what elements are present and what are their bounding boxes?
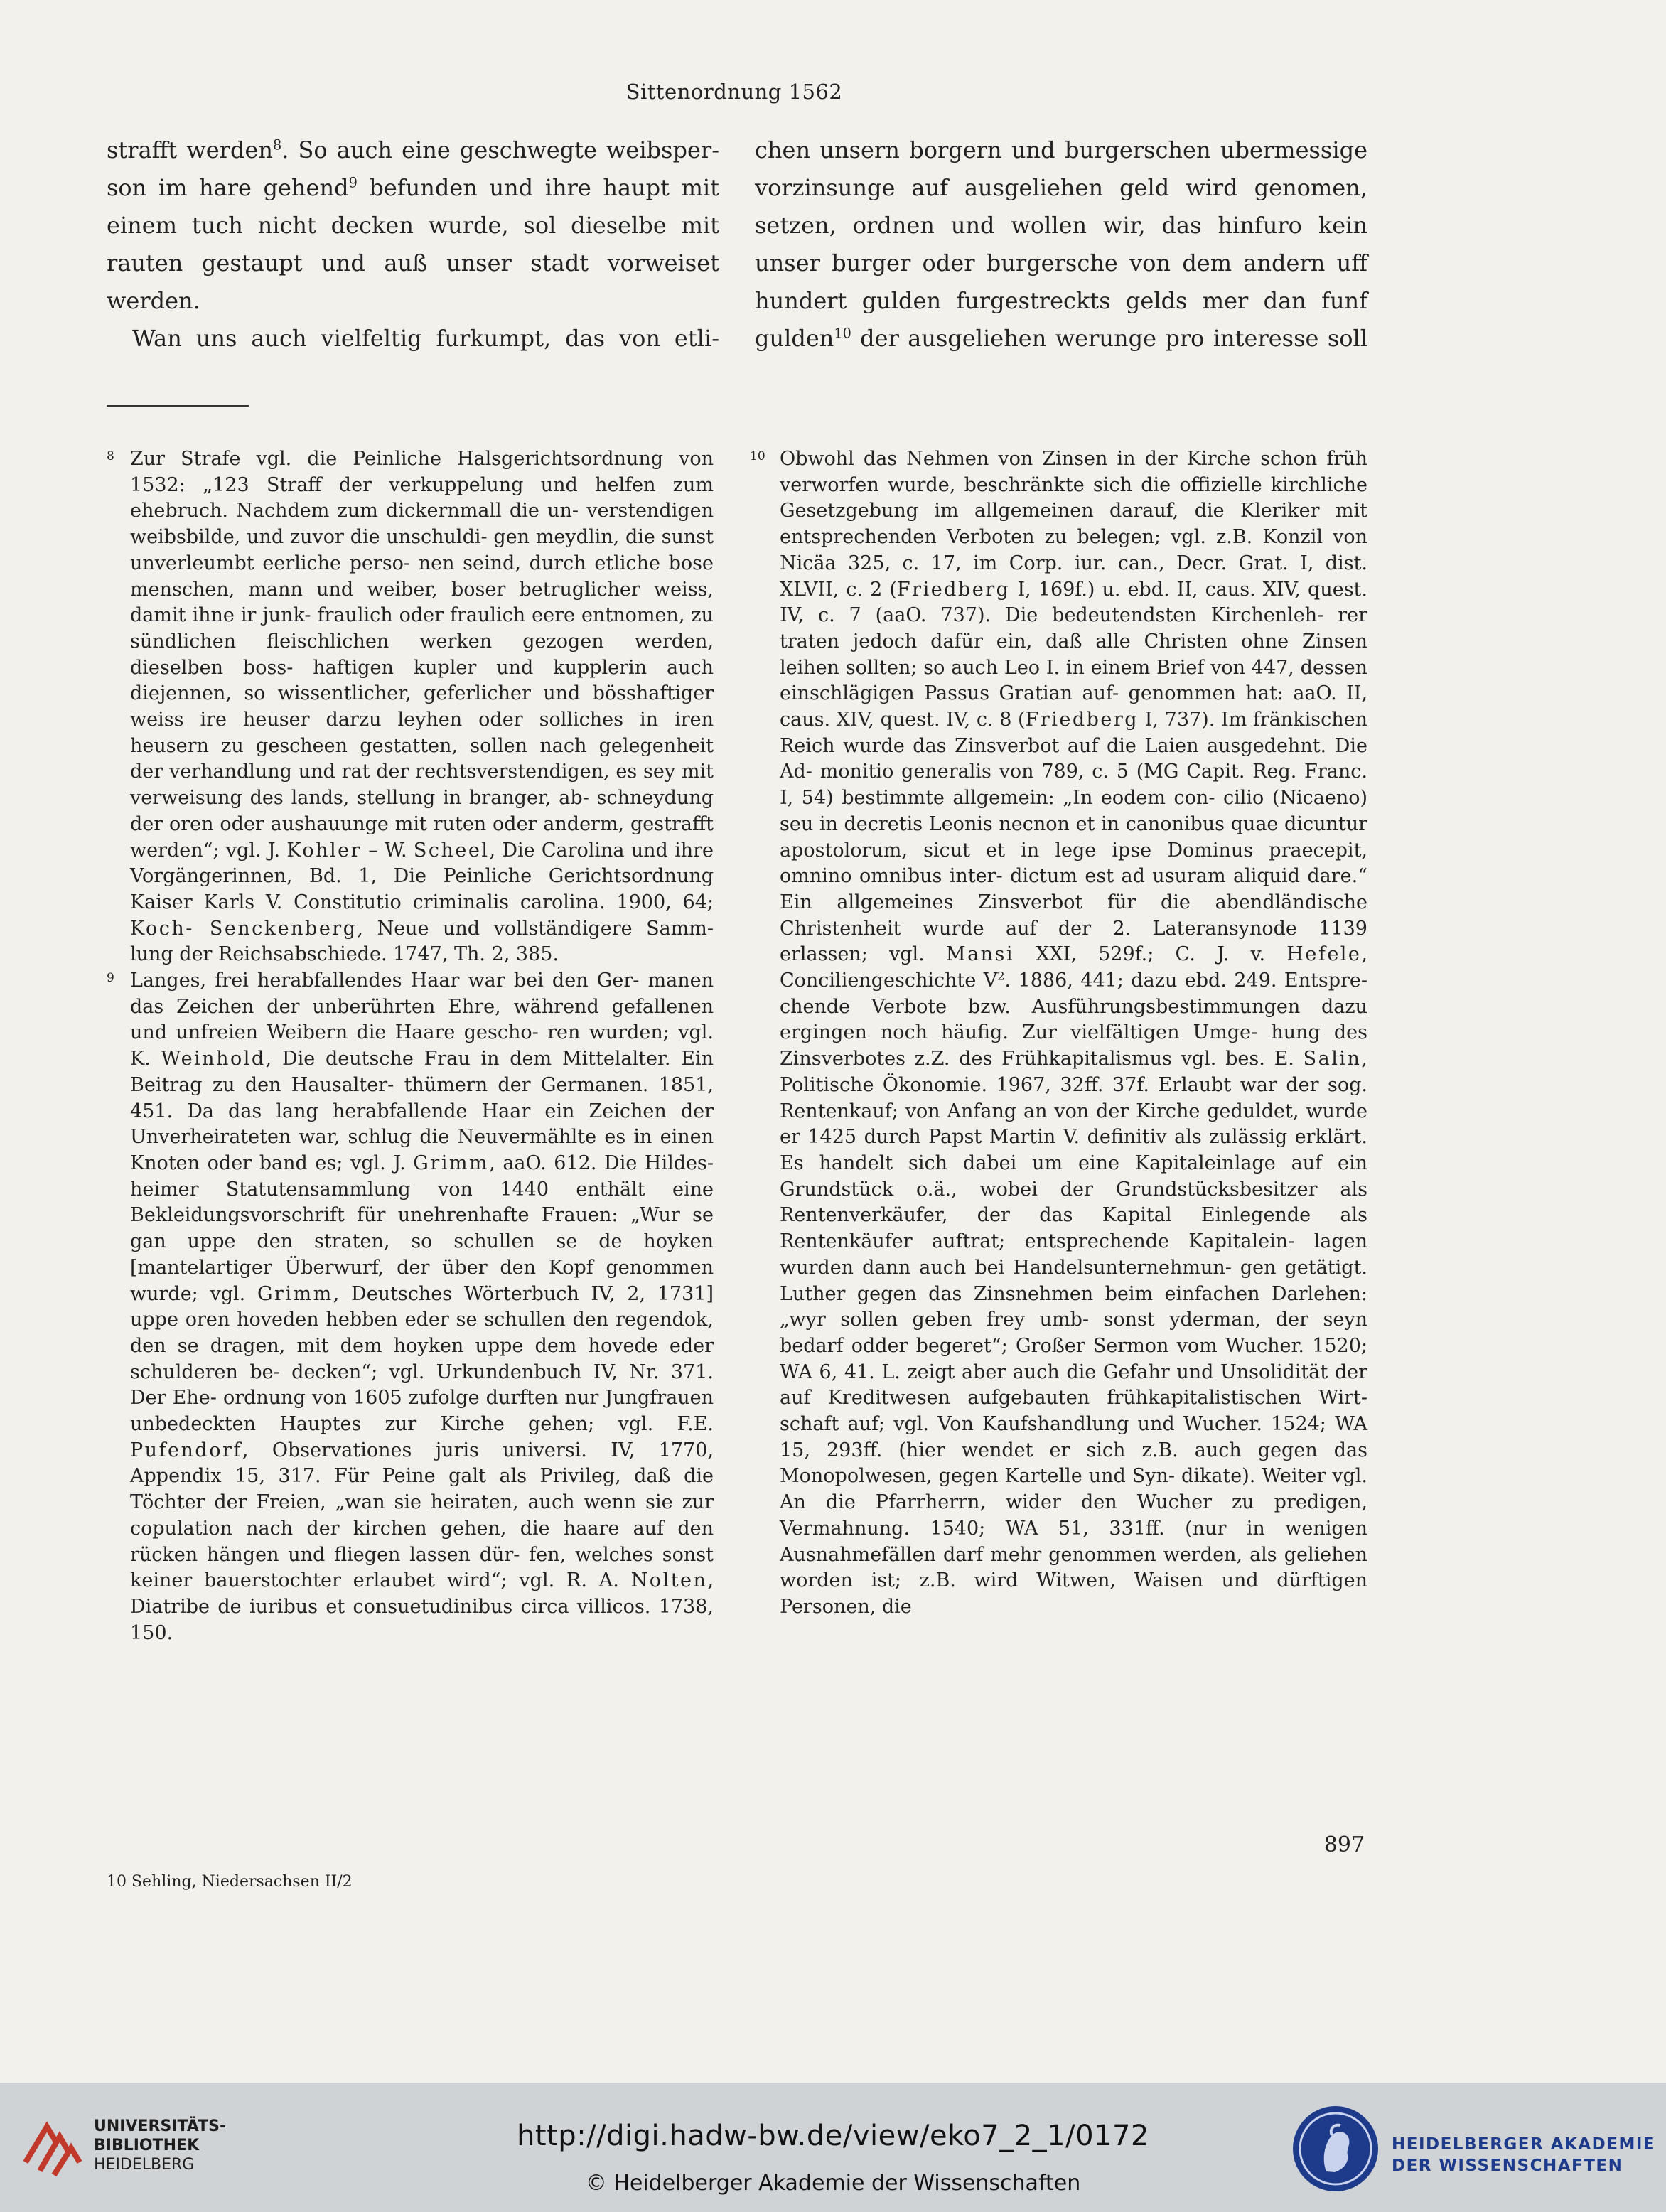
footnote-ref-10[interactable]: 10 <box>834 325 851 342</box>
university-library-name: UNIVERSITÄTS- BIBLIOTHEK HEIDELBERG <box>94 2117 227 2174</box>
main-paragraph-1: strafft werden$^8$. So auch eine geschwegte weibsper- son im hare gehend$^9$ befunden und ihre haupt mit einem tuch nicht decken wurde, sol dieselbe mit rauten gestaupt und auß unser stadt vorweiset werden. <box>107 136 720 314</box>
copyright-notice: © Heidelberger Akademie der Wissenschaften <box>585 2171 1081 2196</box>
footnote-number: 8 <box>107 449 114 463</box>
running-head: Sittenordnung 1562 <box>625 80 843 104</box>
main-paragraph-2: Wan uns auch vielfeltig furkumpt, das von etli- <box>132 325 719 352</box>
viewer-footer-bar <box>0 2083 1666 2212</box>
academy-seal-logo-icon[interactable] <box>1291 2104 1380 2194</box>
footnote-number: 10 <box>750 449 765 463</box>
footnote-10: 10 Obwohl das Nehmen von Zinsen in der Kirche schon früh verworfen wurde, beschränkte sich die offizielle kirchliche Gesetzgebung im allgemeinen darauf, die Kleriker mit entsprechenden Verboten zu belegen; vgl. z.B. Konzil von Nicäa 325, c. 17, im Corp. iur. can., Decr. Grat. I, dist. XLVII, c. 2 (Friedberg I, 169f.) u. ebd. II, caus. XIV, quest. IV, c. 7 (aaO. 737). Die bedeutendsten Kirchenleh- rer traten jedoch dafür ein, daß alle Christen ohne Zinsen leihen sollten; so auch Leo I. in einem Brief von 447, dessen einschlägigen Passus Gratian auf- genommen hat: aaO. II, caus. XIV, quest. IV, c. 8 (Friedberg I, 737). Im fränkischen Reich wurde das Zinsverbot auf die Laien ausgedehnt. Die Ad- monitio generalis von 789, c. 5 (MG Capit. Reg. Franc. I, 54) bestimmte allgemein: „In eodem con- cilio (Nicaeno) seu in decretis Leonis necnon et in canonibus quae dicuntur apostolorum, sicut et in lege ipse Dominus praecepit, omnino omnibus inter- dictum est ad usuram aliquid dare.“ Ein allgemeines Zinsverbot für die abendländische Christenheit wurde auf der 2. Lateransynode 1139 erlassen; vgl. Mansi XXI, 529f.; C. J. v. Hefele, Conciliengeschichte $V^2$. 1886, 441; dazu ebd. 249. Entspre- chende Verbote bzw. Ausführungsbestimmungen dazu ergingen noch häufig. Zur vielfältigen Umge- hung des Zinsverbotes z.Z. des Frühkapitalismus vgl. bes. E. Salin, Politische Ökonomie. 1967, 32ff. 37f. Erlaubt war der sog. Rentenkauf; von Anfang an von der Kirche geduldet, wurde er 1425 durch Papst Martin V. definitiv als zulässig erklärt. Es handelt sich dabei um eine Kapitaleinlage auf ein Grundstück o.ä., wobei der Grundstücksbesitzer als Rentenverkäufer, der das Kapital Einlegende als Rentenkäufer auftrat; entsprechende Kapitalein- lagen wurden dann auch bei Handelsunternehmun- gen getätigt. Luther gegen das Zinsnehmen beim einfachen Darlehen: „wyr sollen geben frey umb- sonst yderman, der seyn bedarf odder begeret“; Großer Sermon vom Wucher. 1520; WA 6, 41. L. zeigt aber auch die Gefahr und Unsolidität der auf Kreditwesen aufgebauten frühkapitalistischen Wirt- schaft auf; vgl. Von Kaufshandlung und Wucher. 1524; WA 15, 293ff. (hier wendet er sich z.B. auch gegen das Monopolwesen, gegen Kartelle und Syn- dikate). Weiter vgl. An die Pfarrherrn, wider den Wucher zu predigen, Vermahnung. 1540; WA 51, 331ff. (nur in wenigen Ausnahmefällen darf mehr genommen werden, als geliehen worden ist; z.B. wird Witwen, Waisen und dürftigen Personen, die <box>750 448 1368 1618</box>
footnote-ref-9[interactable]: 9 <box>348 174 358 191</box>
academy-name: HEIDELBERGER AKADEMIE DER WISSENSCHAFTEN <box>1392 2135 1656 2175</box>
page-number: 897 <box>1323 1832 1365 1857</box>
footnote-ref-8[interactable]: 8 <box>273 136 282 154</box>
main-text-left-column <box>107 131 719 358</box>
permalink-url[interactable]: http://digi.hadw-bw.de/view/eko7_2_1/0172 <box>517 2120 1149 2152</box>
printer-signature-line: 10 Sehling, Niedersachsen II/2 <box>107 1873 353 1891</box>
main-paragraph-3: chen unsern borgern und burgerschen ubermessige vorzinsunge auf ausgeliehen geld wird genomen, setzen, ordnen und wollen wir, das hinfuro kein unser burger oder burgersche von dem andern uff hundert gulden furgestreckts gelds mer dan funf gulden$^{10}$ der ausgeliehen werunge pro interesse soll <box>755 136 1367 352</box>
footnote-9: 9 Langes, frei herabfallendes Haar war bei den Ger- manen das Zeichen der unberührten Ehre, während gefallenen und unfreien Weibern die Haare gescho- ren wurden; vgl. K. Weinhold, Die deutsche Frau in dem Mittelalter. Ein Beitrag zu den Hausalter- thümern der Germanen. 1851, 451. Da das lang herabfallende Haar ein Zeichen der Unverheirateten war, schlug die Neuvermählte es in einen Knoten oder band es; vgl. J. Grimm, aaO. 612. Die Hildes- heimer Statutensammlung von 1440 enthält eine Bekleidungsvorschrift für unehrenhafte Frauen: „Wur se gan uppe den straten, so schullen se de hoyken [mantelartiger Überwurf, der über den Kopf genommen wurde; vgl. Grimm, Deutsches Wörterbuch IV, 2, 1731] uppe oren hoveden hebben eder se schullen den regendok, den se dragen, mit dem hoyken uppe dem hovede eder schulderen be- decken“; vgl. Urkundenbuch IV, Nr. 371. Der Ehe- ordnung von 1605 zufolge durften nur Jungfrauen unbedeckten Hauptes zur Kirche gehen; vgl. F.E. Pufendorf, Observationes juris universi. IV, 1770, Appendix 15, 317. Für Peine galt als Privileg, daß die Töchter der Freien, „wan sie heiraten, auch wenn sie zur copulation nach der kirchen gehen, die haare auf den rücken hängen und fliegen lassen dür- fen, welches sonst keiner bauerstochter erlaubet wird“; vgl. R. A. Nolten, Diatribe de iuribus et consuetudinibus circa villicos. 1738, 150. <box>107 970 714 1644</box>
main-text-right-column <box>755 131 1367 358</box>
footnote-separator <box>107 405 249 407</box>
footnotes-right-column <box>750 446 1367 1621</box>
footnote-number: 9 <box>107 971 114 986</box>
footnotes-left-column <box>107 446 714 1646</box>
footnote-8: 8 Zur Strafe vgl. die Peinliche Halsgerichtsordnung von 1532: „123 Straff der verkuppelung und helfen zum ehebruch. Nachdem zum dickernmall die un- verstendigen weibsbilde, und zuvor die unschuldi- gen meydlin, die sunst unverleumbt eerliche perso- nen seind, durch etliche bose menschen, mann und weiber, boser betruglicher weiss, damit ihne ir junk- fraulich oder fraulich eere entnomen, zu sündlichen fleischlichen werken gezogen werden, dieselben boss- haftigen kupler und kupplerin auch diejennen, so wissentlicher, geferlicher und bösshaftiger weiss ire heuser darzu leyhen oder solliches in iren heusern zu gescheen gestatten, sollen nach gelegenheit der verhandlung und rat der rechtsverstendigen, es sey mit verweisung des lands, stellung in branger, ab- schneydung der oren oder aushauunge mit ruten oder anderm, gestrafft werden“; vgl. J. Kohler – W. Scheel, Die Carolina und ihre Vorgängerinnen, Bd. 1, Die Peinliche Gerichtsordnung Kaiser Karls V. Constitutio criminalis carolina. 1900, 64; Koch- Senckenberg, Neue und vollständigere Samm- lung der Reichsabschiede. 1747, Th. 2, 385. <box>107 448 714 966</box>
